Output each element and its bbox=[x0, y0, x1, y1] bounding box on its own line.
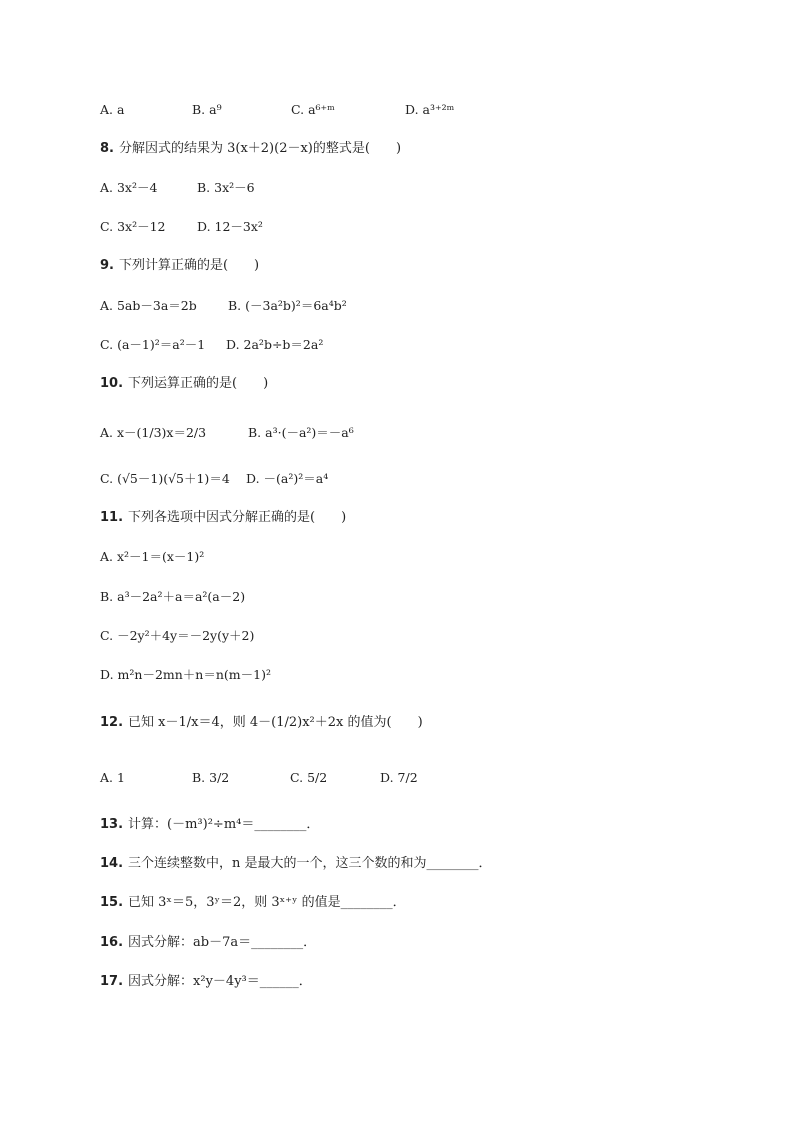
question-number: 10. bbox=[100, 376, 124, 391]
q7-option-b: B. a⁹ bbox=[192, 102, 222, 117]
question-stem: 分解因式的结果为 3(x＋2)(2－x)的整式是( ) bbox=[118, 141, 402, 156]
q7-option-d: D. a³⁺²ᵐ bbox=[405, 102, 455, 117]
q11-option-c: C. －2y²＋4y＝－2y(y＋2) bbox=[100, 628, 255, 643]
q11-option-a-row bbox=[100, 547, 204, 567]
question-16 bbox=[100, 933, 316, 953]
question-stem: 因式分解：ab－7a＝________． bbox=[128, 935, 317, 950]
q9-option-a: A. 5ab－3a＝2b bbox=[100, 298, 197, 313]
q11-option-a: A. x²－1＝(x－1)² bbox=[100, 549, 205, 564]
question-17 bbox=[100, 972, 312, 992]
question-8 bbox=[100, 139, 401, 159]
question-number: 11. bbox=[100, 510, 124, 525]
question-stem: 已知 x－1/x＝4，则 4－(1/2)x²＋2x 的值为( ) bbox=[128, 715, 423, 730]
question-13 bbox=[100, 815, 319, 835]
question-stem: 已知 3ˣ＝5，3ʸ＝2，则 3ˣ⁺ʸ 的值是________． bbox=[128, 895, 406, 910]
q10-option-b: B. a³·(－a²)＝－a⁶ bbox=[248, 425, 354, 440]
q9-option-d: D. 2a²b÷b＝2a² bbox=[226, 337, 324, 352]
q12-option-c: C. 5/2 bbox=[290, 770, 328, 785]
question-9 bbox=[100, 256, 259, 276]
question-stem: 下列各选项中因式分解正确的是( ) bbox=[128, 510, 347, 525]
question-stem: 计算：(－m³)²÷m⁴＝________． bbox=[128, 817, 320, 832]
q11-option-d: D. m²n－2mn＋n＝n(m－1)² bbox=[100, 667, 271, 682]
q11-option-d-row bbox=[100, 665, 271, 685]
q9-option-c: C. (a－1)²＝a²－1 bbox=[100, 337, 206, 352]
question-12 bbox=[100, 713, 423, 733]
q11-option-b-row bbox=[100, 587, 245, 607]
question-14 bbox=[100, 854, 492, 874]
q7-option-a: A. a bbox=[100, 102, 125, 117]
question-stem: 下列运算正确的是( ) bbox=[128, 376, 269, 391]
q8-option-b: B. 3x²－6 bbox=[197, 180, 255, 195]
question-number: 15. bbox=[100, 895, 124, 910]
question-10 bbox=[100, 374, 268, 394]
q12-option-b: B. 3/2 bbox=[192, 770, 230, 785]
question-number: 9. bbox=[100, 258, 114, 273]
question-stem: 下列计算正确的是( ) bbox=[118, 258, 260, 273]
q7-option-c: C. a⁶⁺ᵐ bbox=[291, 102, 335, 117]
question-number: 13. bbox=[100, 817, 124, 832]
question-number: 14. bbox=[100, 856, 124, 871]
question-stem: 三个连续整数中，n 是最大的一个，这三个数的和为________． bbox=[128, 856, 492, 871]
question-number: 12. bbox=[100, 715, 124, 730]
question-number: 17. bbox=[100, 974, 124, 989]
q11-option-b: B. a³－2a²＋a＝a²(a－2) bbox=[100, 589, 246, 604]
q8-option-a: A. 3x²－4 bbox=[100, 180, 158, 195]
q11-option-c-row bbox=[100, 626, 254, 646]
question-stem: 因式分解：x²y－4y³＝______． bbox=[128, 974, 312, 989]
question-number: 16. bbox=[100, 935, 124, 950]
q10-option-d: D. －(a²)²＝a⁴ bbox=[246, 471, 329, 486]
question-number: 8. bbox=[100, 141, 114, 156]
q8-option-c: C. 3x²－12 bbox=[100, 219, 166, 234]
q10-option-c: C. (√5－1)(√5＋1)＝4 bbox=[100, 471, 230, 486]
question-11 bbox=[100, 508, 346, 528]
q9-option-b: B. (－3a²b)²＝6a⁴b² bbox=[228, 298, 347, 313]
question-15 bbox=[100, 893, 406, 913]
q12-option-d: D. 7/2 bbox=[380, 770, 418, 785]
q8-option-d: D. 12－3x² bbox=[197, 219, 263, 234]
q10-option-a: A. x－(1/3)x＝2/3 bbox=[100, 425, 207, 440]
q12-option-a: A. 1 bbox=[100, 770, 125, 785]
